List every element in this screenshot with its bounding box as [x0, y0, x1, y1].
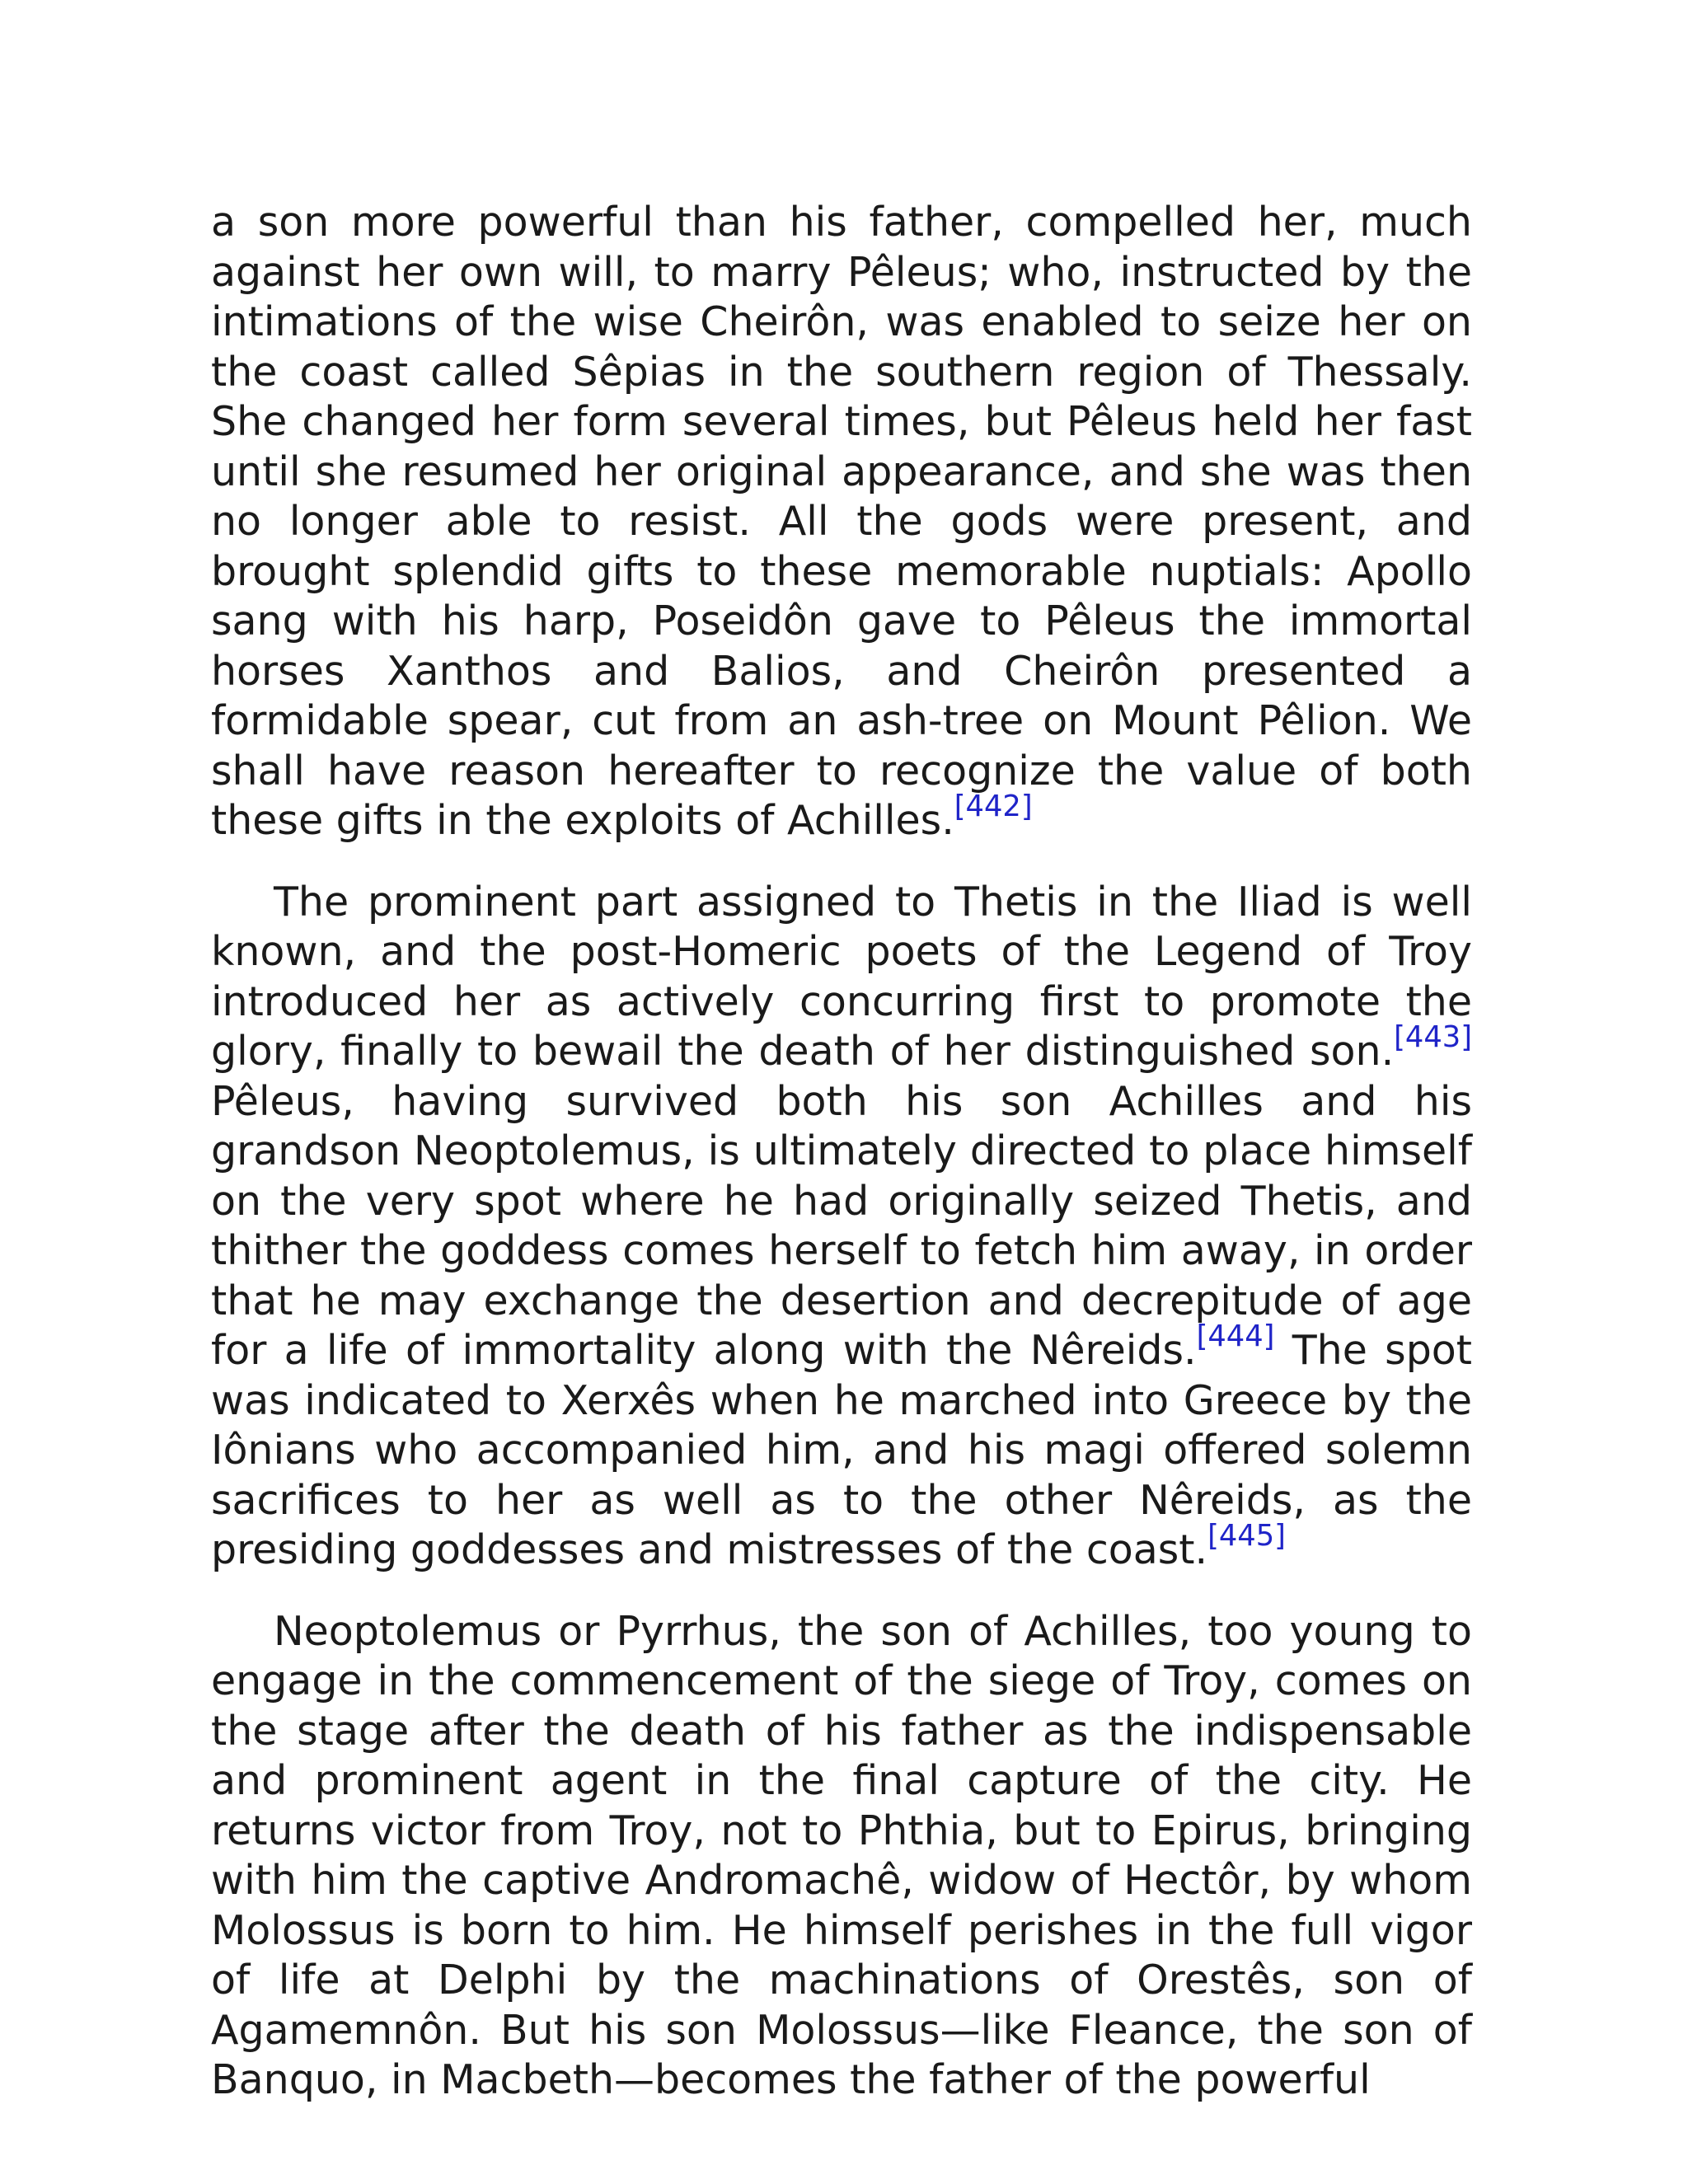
paragraph-text: Neoptolemus or Pyrrhus, the son of Achilles, too young to engage in the commencement of the siege of Troy, comes on the stage after the death of his father as the indispensable and prominent agent in the final capture of the city. He returns victor from Troy, not to Phthia, but to Epirus, bringing with him the captive Andromachê, widow of Hectôr, by whom Molossus is born to him. He himself perishes in the full vigor of life at Delphi by the machinations of Orestês, son of Agamemnôn. But his son Molossus—like Fleance, the son of Banquo, in Macbeth—becomes the father of the powerful	[211, 1607, 1472, 2103]
paragraph-text: Pêleus, having survived both his son Achilles and his grandson Neoptolemus, is ultimately directed to place himself on the very spot where he had originally seized Thetis, and thither the goddess comes herself to fetch him away, in order that he may exchange the desertion and decrepitude of age for a life of immortality along with the Nêreids.	[211, 1077, 1472, 1374]
page-body	[211, 198, 1472, 2106]
paragraph-1	[211, 198, 1472, 846]
footnote-link-444[interactable]: [444]	[1196, 1319, 1275, 1354]
paragraph-text: The prominent part assigned to Thetis in the Iliad is well known, and the post-Homeric poets of the Legend of Troy introduced her as actively concurring first to promote the glory, finally to bewail the death of her distinguished son.	[211, 878, 1472, 1075]
footnote-link-442[interactable]: [442]	[954, 790, 1033, 824]
paragraph-3	[211, 1607, 1472, 2106]
paragraph-text: a son more powerful than his father, compelled her, much against her own will, to marry Pêleus; who, instructed by the intimations of the wise Cheirôn, was enabled to seize her on the coast called Sêpias in the southern region of Thessaly. She changed her form several times, but Pêleus held her fast until she resumed her original appearance, and she was then no longer able to resist. All the gods were present, and brought splendid gifts to these memorable nuptials: Apollo sang with his harp, Poseidôn gave to Pêleus the immortal horses Xanthos and Balios, and Cheirôn presented a formidable spear, cut from an ash-tree on Mount Pêlion. We shall have reason hereafter to recognize the value of both these gifts in the exploits of Achilles.	[211, 199, 1472, 844]
paragraph-2	[211, 878, 1472, 1576]
footnote-link-445[interactable]: [445]	[1207, 1519, 1286, 1554]
paragraph-text: The spot was indicated to Xerxês when he marched into Greece by the Iônians who accompanied him, and his magi offered solemn sacrifices to her as well as to the other Nêreids, as the presiding goddesses and mistresses of the coast.	[211, 1327, 1472, 1573]
footnote-link-443[interactable]: [443]	[1394, 1020, 1472, 1055]
